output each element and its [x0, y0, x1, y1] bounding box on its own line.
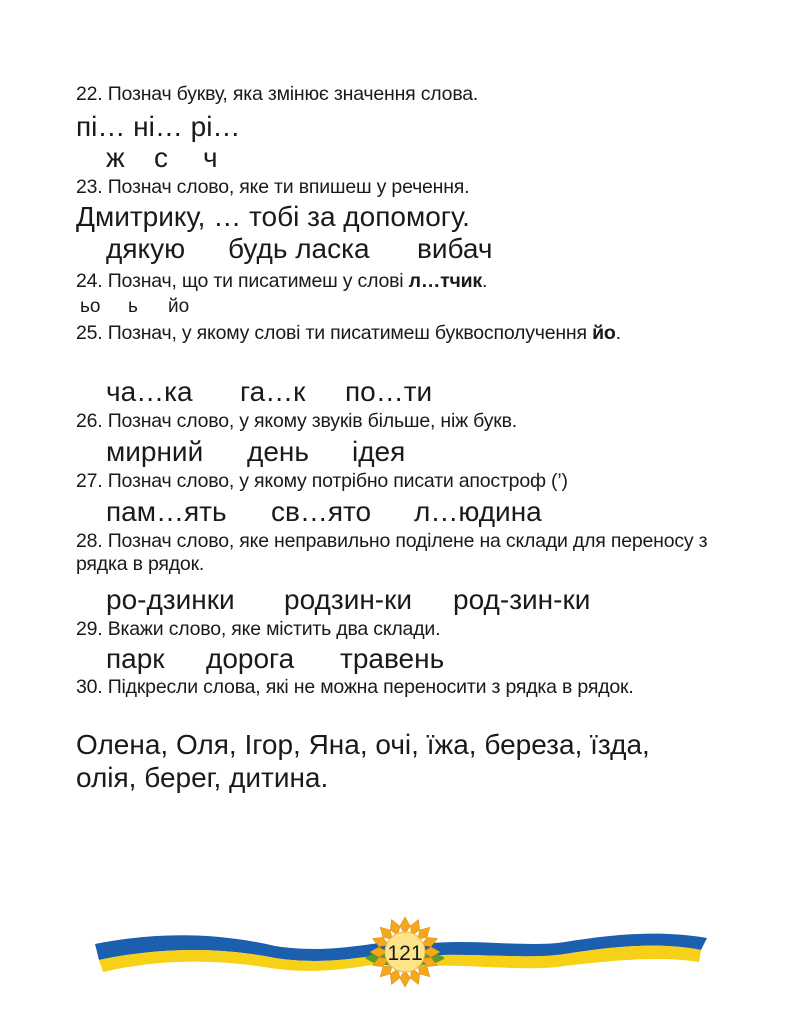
ukrainian-ribbon-left [95, 935, 389, 972]
sunflower-petal [400, 970, 410, 987]
question-28: 28. Познач слово, яке неправильно поділене на склади для переносу з рядка в рядок. [76, 530, 708, 575]
question-30-words-line-1: Олена, Оля, Ігор, Яна, очі, їжа, береза, їзда, [76, 729, 650, 760]
option[interactable]: ро-дзинки [106, 584, 235, 615]
option[interactable]: парк [106, 643, 165, 674]
question-24-options [80, 296, 189, 318]
question-27-options [106, 496, 542, 528]
target-letters: йо [592, 322, 616, 344]
option[interactable]: йо [168, 296, 190, 317]
question-27: 27. Познач слово, у якому потрібно писати апостроф (’) [76, 470, 568, 492]
option[interactable]: дорога [206, 643, 295, 674]
option[interactable]: св…ято [271, 496, 372, 527]
question-25-options [106, 376, 432, 408]
sunflower-petal [400, 917, 410, 934]
option[interactable]: ьо [80, 296, 101, 317]
option[interactable]: по…ти [345, 376, 433, 407]
option[interactable]: га…к [240, 376, 306, 407]
question-28-options [106, 584, 590, 616]
option[interactable]: травень [340, 643, 445, 674]
option[interactable]: родзин-ки [284, 584, 413, 615]
option[interactable]: вибач [417, 233, 493, 264]
question-23-options [106, 233, 492, 265]
question-22: 22. Познач букву, яка змінює значення слова. [76, 83, 479, 105]
option[interactable]: ж [106, 142, 125, 173]
question-29-options [106, 643, 444, 675]
question-23-sentence: Дмитрику, … тобі за допомогу. [76, 201, 470, 232]
question-30: 30. Підкресли слова, які не можна переносити з рядка в рядок. [76, 676, 634, 698]
ukrainian-ribbon-right [420, 934, 707, 969]
question-22-words: пі… ні… рі… [76, 111, 241, 142]
question-30-words-line-2: олія, берег, дитина. [76, 762, 329, 793]
page-number: 121 [387, 942, 423, 965]
footer-ribbon [95, 908, 710, 998]
question-24: 24. Познач, що ти писатимеш у слові л…тчик. [76, 270, 488, 292]
question-26-options [106, 436, 405, 468]
option[interactable]: с [154, 142, 168, 173]
option[interactable]: ь [128, 296, 138, 317]
question-26: 26. Познач слово, у якому звуків більше, ніж букв. [76, 410, 517, 432]
question-25: 25. Познач, у якому слові ти писатимеш буквосполучення йо. [76, 322, 621, 344]
target-word: л…тчик [408, 270, 482, 292]
question-29: 29. Вкажи слово, яке містить два склади. [76, 618, 441, 640]
option[interactable]: ча…ка [106, 376, 193, 407]
option[interactable]: мирний [106, 436, 204, 467]
option[interactable]: род-зин-ки [453, 584, 591, 615]
option[interactable]: пам…ять [106, 496, 227, 527]
option[interactable]: день [247, 436, 309, 467]
option[interactable]: дякую [106, 233, 186, 264]
question-22-options [106, 142, 218, 174]
option[interactable]: будь ласка [228, 233, 370, 264]
option[interactable]: ідея [352, 436, 406, 467]
option[interactable]: л…юдина [414, 496, 542, 527]
option[interactable]: ч [203, 142, 218, 173]
question-23: 23. Познач слово, яке ти впишеш у речення. [76, 176, 470, 198]
